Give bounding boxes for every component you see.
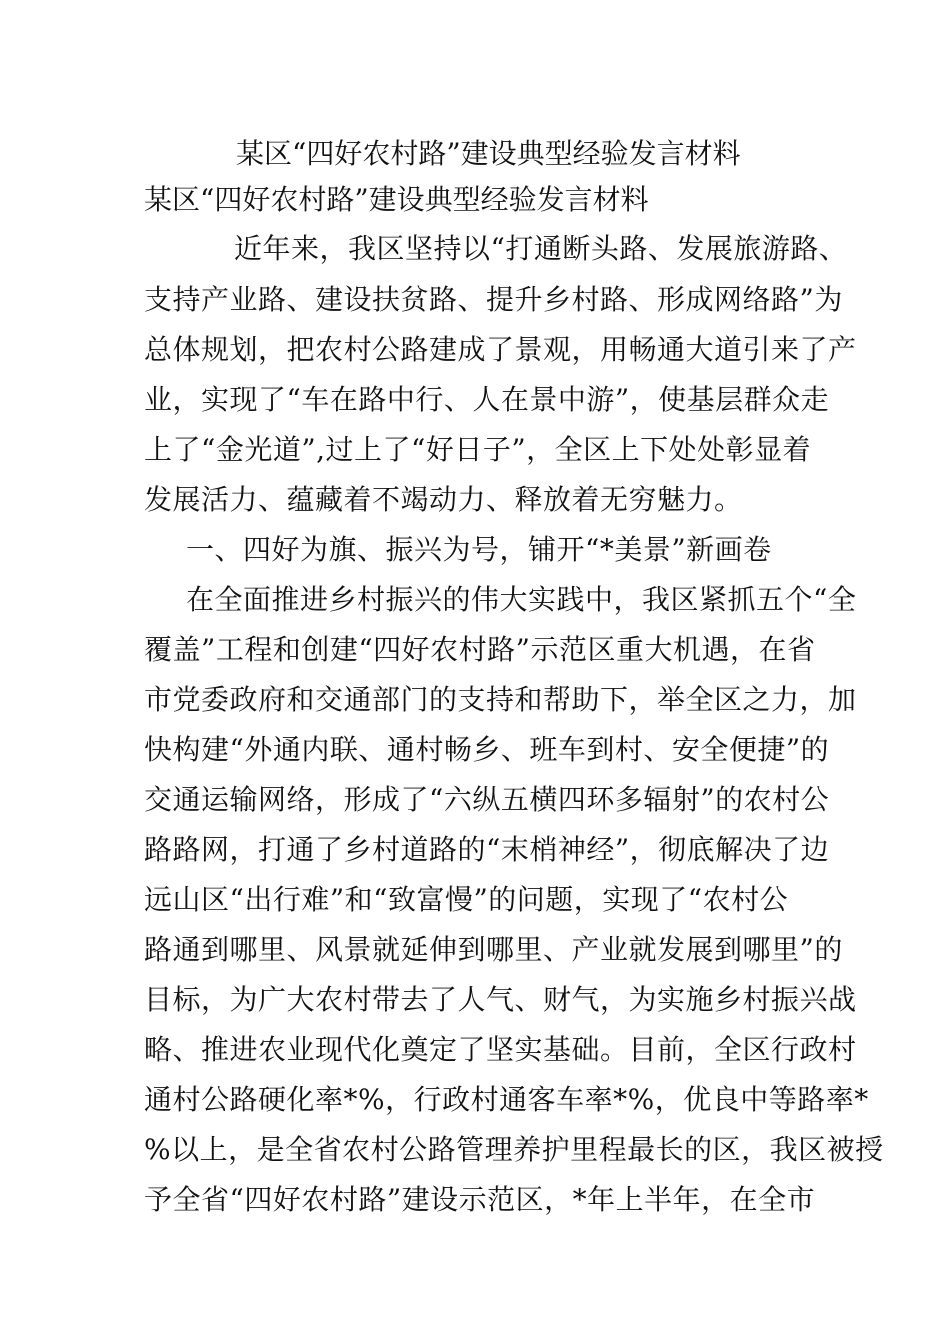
paragraph-line: 予全省“四好农村路”建设示范区，*年上半年，在全市 xyxy=(144,1183,816,1216)
paragraph-line: 略、推进农业现代化奠定了坚实基础。目前，全区行政村 xyxy=(144,1033,857,1066)
paragraph-line: 在全面推进乡村振兴的伟大实践中，我区紧抓五个“全 xyxy=(186,583,857,616)
paragraph-line: 通村公路硬化率*%，行政村通客车率*%，优良中等路率* xyxy=(144,1083,869,1116)
paragraph-line: 业，实现了“车在路中行、人在景中游”，使基层群众走 xyxy=(144,383,830,416)
paragraph-line: 目标，为广大农村带去了人气、财气，为实施乡村振兴战 xyxy=(144,983,857,1016)
section-heading: 一、四好为旗、振兴为号，铺开“*美景”新画卷 xyxy=(186,533,772,566)
paragraph-line: 路通到哪里、风景就延伸到哪里、产业就发展到哪里”的 xyxy=(144,933,843,966)
paragraph-line: 市党委政府和交通部门的支持和帮助下，举全区之力，加 xyxy=(144,683,857,716)
document-title: 某区“四好农村路”建设典型经验发言材料 xyxy=(236,137,741,170)
paragraph-line: 近年来，我区坚持以“打通断头路、发展旅游路、 xyxy=(234,232,848,265)
document-subtitle: 某区“四好农村路”建设典型经验发言材料 xyxy=(144,183,649,216)
paragraph-line: 总体规划，把农村公路建成了景观，用畅通大道引来了产 xyxy=(144,333,857,366)
paragraph-line: %以上，是全省农村公路管理养护里程最长的区，我区被授 xyxy=(144,1133,884,1166)
paragraph-line: 发展活力、蕴藏着不竭动力、释放着无穷魅力。 xyxy=(144,483,743,516)
paragraph-line: 覆盖”工程和创建“四好农村路”示范区重大机遇，在省 xyxy=(144,633,816,666)
paragraph-line: 交通运输网络，形成了“六纵五横四环多辐射”的农村公 xyxy=(144,783,830,816)
paragraph-line: 上了“金光道”,过上了“好日子”，全区上下处处彰显着 xyxy=(144,433,812,466)
paragraph-line: 支持产业路、建设扶贫路、提升乡村路、形成网络路”为 xyxy=(144,283,843,316)
paragraph-line: 路路网，打通了乡村道路的“末梢神经”，彻底解决了边 xyxy=(144,833,830,866)
paragraph-line: 快构建“外通内联、通村畅乡、班车到村、安全便捷”的 xyxy=(144,733,830,766)
paragraph-line: 远山区“出行难”和“致富慢”的问题，实现了“农村公 xyxy=(144,883,789,916)
